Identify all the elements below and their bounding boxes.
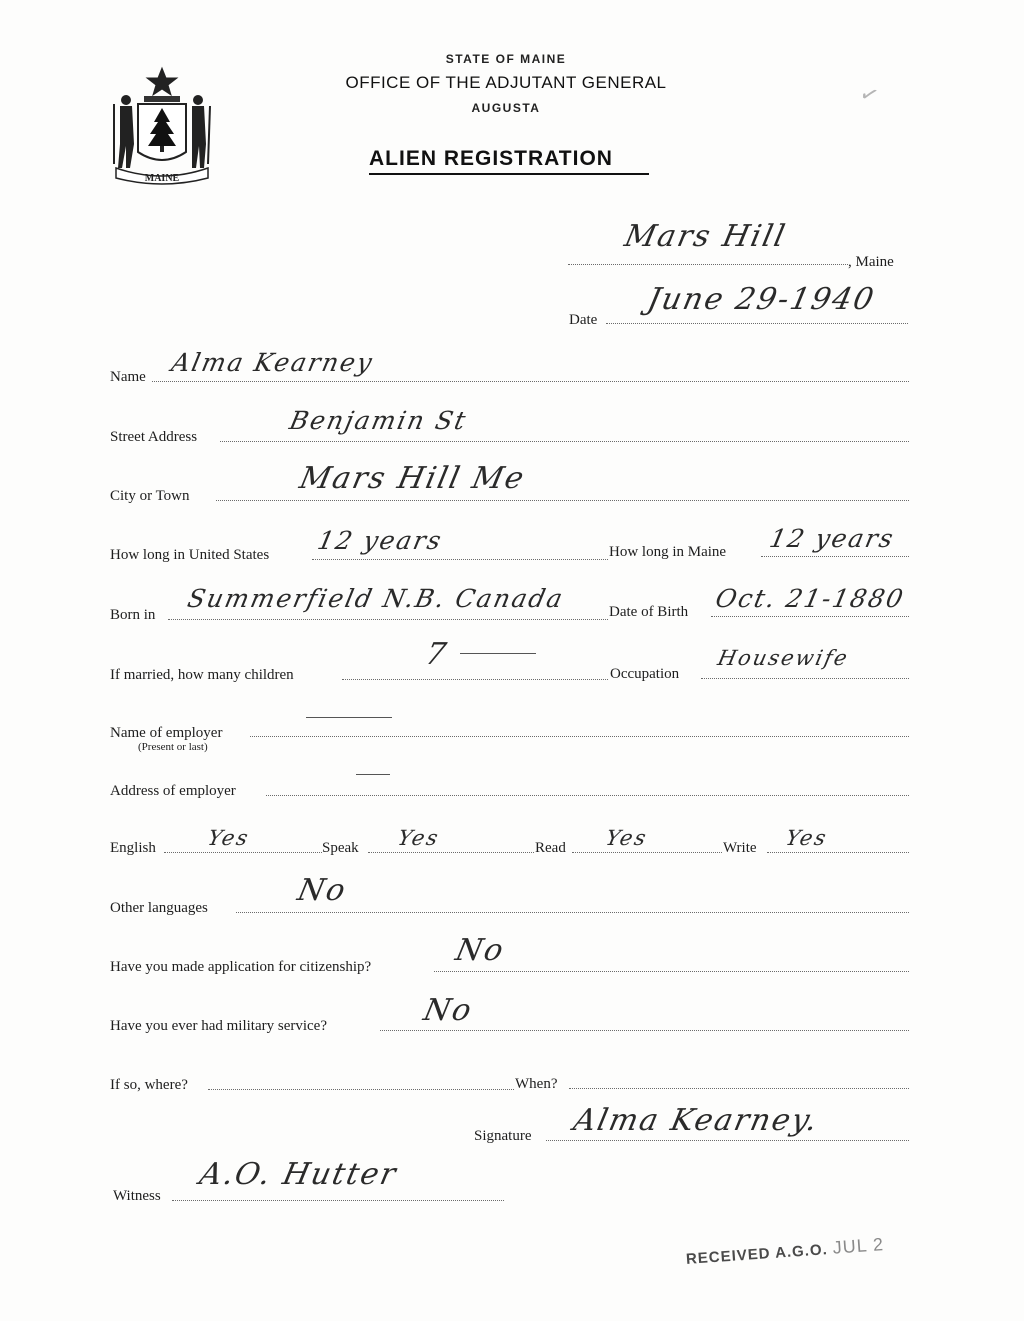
employer-address-label: Address of employer bbox=[110, 783, 236, 799]
received-stamp-text: RECEIVED A.G.O. bbox=[685, 1241, 829, 1268]
page-title: ALIEN REGISTRATION bbox=[369, 147, 613, 170]
where-label: If so, where? bbox=[110, 1077, 188, 1093]
witness-value: A.O. Hutter bbox=[196, 1157, 401, 1192]
children-label: If married, how many children bbox=[110, 667, 294, 683]
how-long-us-label: How long in United States bbox=[110, 547, 270, 563]
street-address-value: Benjamin St bbox=[286, 406, 470, 435]
occupation-label: Occupation bbox=[610, 666, 680, 682]
signature-label: Signature bbox=[474, 1128, 532, 1144]
location-value: Mars Hill bbox=[621, 219, 790, 254]
employer-name-label: Name of employer bbox=[110, 725, 223, 741]
check-mark-icon: ✓ bbox=[856, 79, 883, 110]
read-label: Read bbox=[535, 840, 566, 856]
how-long-maine-label: How long in Maine bbox=[609, 544, 727, 560]
military-value: No bbox=[420, 993, 477, 1028]
witness-label: Witness bbox=[113, 1188, 161, 1204]
how-long-maine-value: 12 years bbox=[766, 524, 898, 553]
date-value: June 29-1940 bbox=[644, 282, 879, 317]
seal-text: MAINE bbox=[144, 173, 180, 184]
header-state: STATE OF MAINE bbox=[445, 52, 567, 66]
occupation-value: Housewife bbox=[715, 646, 852, 670]
location-label: , Maine bbox=[848, 254, 894, 270]
english-label: English bbox=[110, 840, 156, 856]
header-office: OFFICE OF THE ADJUTANT GENERAL bbox=[345, 73, 667, 92]
city-label: City or Town bbox=[110, 488, 190, 504]
speak-label: Speak bbox=[322, 840, 359, 856]
city-value: Mars Hill Me bbox=[296, 461, 529, 496]
citizenship-label: Have you made application for citizenship? bbox=[110, 959, 372, 975]
employer-name-sublabel: (Present or last) bbox=[138, 741, 208, 753]
name-value: Alma Kearney bbox=[168, 348, 377, 377]
born-in-value: Summerfield N.B. Canada bbox=[184, 584, 567, 613]
title-underline bbox=[369, 173, 649, 175]
when-label: When? bbox=[515, 1076, 558, 1092]
name-label: Name bbox=[110, 369, 146, 385]
born-in-label: Born in bbox=[110, 607, 156, 623]
write-value: Yes bbox=[783, 826, 830, 850]
other-languages-value: No bbox=[294, 873, 351, 908]
signature-value: Alma Kearney. bbox=[570, 1103, 823, 1138]
military-label: Have you ever had military service? bbox=[110, 1018, 327, 1034]
speak-value: Yes bbox=[395, 826, 442, 850]
date-of-birth-value: Oct. 21-1880 bbox=[712, 584, 908, 613]
header-city: AUGUSTA bbox=[471, 101, 541, 115]
received-stamp-date: JUL 2 bbox=[832, 1234, 885, 1258]
date-label: Date bbox=[569, 312, 598, 328]
street-address-label: Street Address bbox=[110, 429, 198, 445]
english-value: Yes bbox=[205, 826, 252, 850]
date-of-birth-label: Date of Birth bbox=[609, 604, 689, 620]
write-label: Write bbox=[723, 840, 757, 856]
received-stamp bbox=[685, 1234, 884, 1269]
citizenship-value: No bbox=[452, 933, 509, 968]
other-languages-label: Other languages bbox=[110, 900, 208, 916]
how-long-us-value: 12 years bbox=[314, 526, 446, 555]
children-value: 7 bbox=[422, 637, 451, 672]
read-value: Yes bbox=[603, 826, 650, 850]
